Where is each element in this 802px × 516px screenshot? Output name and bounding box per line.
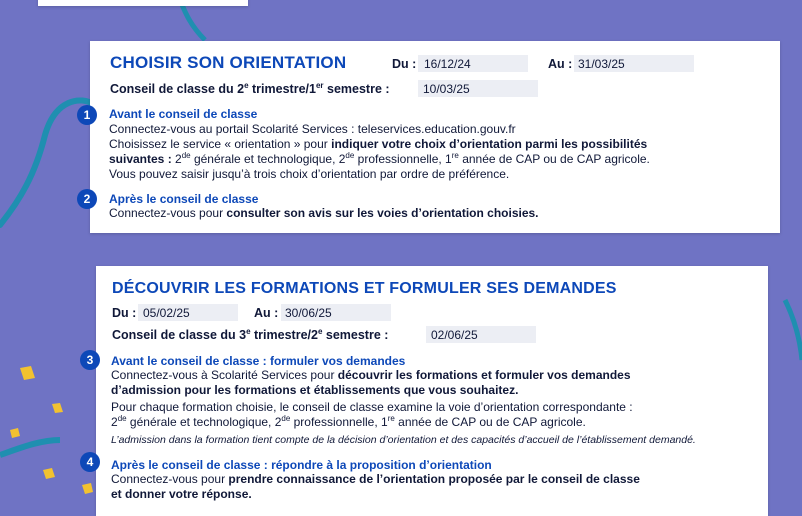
step-1-line-1: Connectez-vous au portail Scolarité Services : teleservices.education.gouv.fr xyxy=(109,122,516,136)
step-4-title: Après le conseil de classe : répondre à la proposition d’orientation xyxy=(111,458,492,472)
formations-du-value: 05/02/25 xyxy=(143,306,190,320)
formations-au-label: Au : xyxy=(254,306,279,320)
orientation-au-value: 31/03/25 xyxy=(578,57,625,71)
formations-au-value: 30/06/25 xyxy=(285,306,332,320)
orientation-du-value: 16/12/24 xyxy=(424,57,471,71)
orientation-du-label: Du : xyxy=(392,57,417,71)
step-1-line-2: Choisissez le service « orientation » pour indiquer votre choix d’orientation parmi les possibilités xyxy=(109,137,648,151)
step-3-line-2: d’admission pour les formations et établissements que vous souhaitez. xyxy=(111,383,519,397)
orientation-au-label: Au : xyxy=(548,57,573,71)
formations-conseil-label: Conseil de classe du 3e trimestre/2e semestre : xyxy=(112,326,389,342)
step-2-title: Après le conseil de classe xyxy=(109,192,259,206)
step-2-line-1: Connectez-vous pour consulter son avis sur les voies d’orientation choisies. xyxy=(109,206,539,220)
step-4-line-2: et donner votre réponse. xyxy=(111,487,252,501)
orientation-conseil-label: Conseil de classe du 2e trimestre/1er semestre : xyxy=(110,80,390,96)
step-1-line-4: Vous pouvez saisir jusqu’à trois choix d’orientation par ordre de préférence. xyxy=(109,167,510,181)
step-3-line-3: Pour chaque formation choisie, le conseil de classe examine la voie d’orientation correspondante : xyxy=(111,400,633,414)
step-1-badge: 1 xyxy=(77,105,97,125)
step-3-line-1: Connectez-vous à Scolarité Services pour découvrir les formations et formuler vos demandes xyxy=(111,368,631,382)
step-3-badge: 3 xyxy=(80,350,100,370)
step-2-badge: 2 xyxy=(77,189,97,209)
formations-card xyxy=(86,266,768,516)
step-3-title: Avant le conseil de classe : formuler vos demandes xyxy=(111,354,406,368)
formations-conseil-value: 02/06/25 xyxy=(431,328,478,342)
step-4-badge: 4 xyxy=(80,452,100,472)
step-3-line-4: 2de générale et technologique, 2de professionnelle, 1re année de CAP ou de CAP agricole. xyxy=(111,414,586,429)
previous-card-fragment xyxy=(38,0,248,6)
orientation-title: CHOISIR SON ORIENTATION xyxy=(110,53,347,72)
orientation-card xyxy=(83,41,780,233)
formations-title: DÉCOUVRIR LES FORMATIONS ET FORMULER SES DEMANDES xyxy=(112,280,617,297)
step-3-note: L’admission dans la formation tient compte de la décision d’orientation et des capacités d’accueil de l’établissement demandé. xyxy=(111,434,696,446)
orientation-conseil-value: 10/03/25 xyxy=(423,82,470,96)
step-1-title: Avant le conseil de classe xyxy=(109,107,258,121)
step-4-line-1: Connectez-vous pour prendre connaissance de l’orientation proposée par le conseil de classe xyxy=(111,472,640,486)
formations-du-label: Du : xyxy=(112,306,137,320)
step-1-line-3: suivantes : 2de générale et technologique, 2de professionnelle, 1re année de CAP ou de CAP agricole. xyxy=(109,151,650,166)
